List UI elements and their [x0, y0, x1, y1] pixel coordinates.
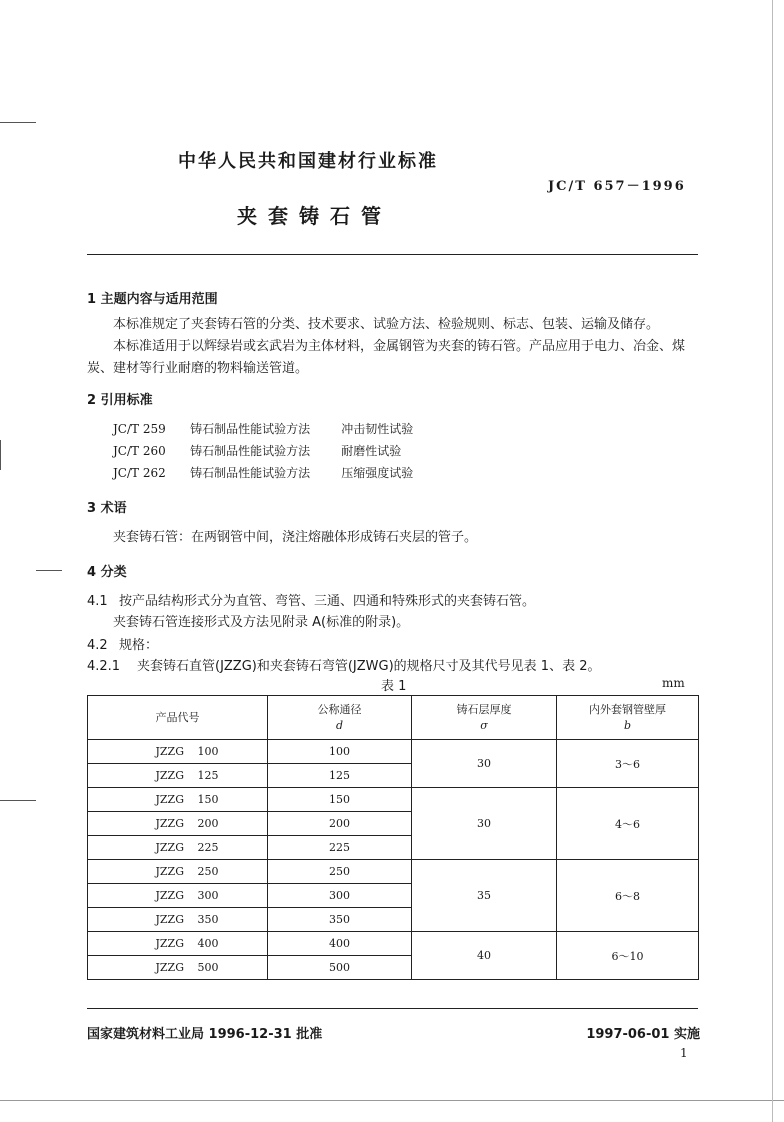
wall-thickness-cell: 3～6 [557, 740, 699, 788]
header-rule [87, 254, 698, 255]
reference-item [113, 440, 401, 459]
product-code-cell: JZZG 150 [88, 788, 268, 812]
table-header-cell: 公称通径 d [268, 696, 412, 740]
product-code-cell: JZZG 225 [88, 836, 268, 860]
thickness-cell: 30 [412, 740, 557, 788]
scan-edge-mark [36, 570, 62, 571]
diameter-cell: 500 [268, 956, 412, 980]
diameter-cell: 150 [268, 788, 412, 812]
standard-title: 中华人民共和国建材行业标准 [178, 151, 438, 172]
section-1-paragraph: 炭、建材等行业耐磨的物料输送管道。 [87, 361, 309, 376]
clause-number: 4.2.1 [87, 659, 121, 674]
term-definition: 夹套铸石管：在两钢管中间，浇注熔融体形成铸石夹层的管子。 [113, 530, 478, 545]
section-3-heading: 3 术语 [87, 501, 127, 516]
reference-test: 冲击韧性试验 [341, 422, 414, 436]
section-1-paragraph: 本标准适用于以辉绿岩或玄武岩为主体材料，金属钢管为夹套的铸石管。产品应用于电力、冶金、煤 [113, 339, 686, 354]
clause-number: 4.1 [87, 594, 108, 609]
approval-line: 国家建筑材料工业局 1996-12-31 批准 [87, 1027, 323, 1042]
effective-date: 1997-06-01 实施 [586, 1027, 700, 1042]
table-header-row [88, 696, 699, 740]
reference-item [113, 418, 413, 437]
scan-edge-mark [772, 0, 773, 1122]
clause-4-1-note: 夹套铸石管连接形式及方法见附录 A(标准的附录)。 [113, 615, 410, 630]
reference-test: 压缩强度试验 [341, 466, 414, 480]
thickness-cell: 40 [412, 932, 557, 980]
footer-rule [87, 1008, 698, 1009]
product-code-cell: JZZG 300 [88, 884, 268, 908]
diameter-cell: 250 [268, 860, 412, 884]
thickness-cell: 35 [412, 860, 557, 932]
diameter-cell: 350 [268, 908, 412, 932]
diameter-cell: 100 [268, 740, 412, 764]
clause-number: 4.2 [87, 638, 108, 653]
section-2-heading: 2 引用标准 [87, 393, 153, 408]
reference-name: 铸石制品性能试验方法 [190, 422, 311, 436]
diameter-cell: 125 [268, 764, 412, 788]
product-code-cell: JZZG 125 [88, 764, 268, 788]
section-1-paragraph: 本标准规定了夹套铸石管的分类、技术要求、试验方法、检验规则、标志、包装、运输及储存。 [113, 317, 660, 332]
table-header-cell: 产品代号 [88, 696, 268, 740]
clause-4-2 [87, 634, 158, 653]
wall-thickness-cell: 6～8 [557, 860, 699, 932]
table-row [88, 932, 699, 956]
reference-test: 耐磨性试验 [341, 444, 402, 458]
reference-name: 铸石制品性能试验方法 [190, 466, 311, 480]
spec-table [87, 695, 699, 980]
product-code-cell: JZZG 200 [88, 812, 268, 836]
table-unit: mm [662, 676, 685, 690]
product-code-cell: JZZG 250 [88, 860, 268, 884]
clause-text: 规格： [119, 638, 159, 653]
diameter-cell: 400 [268, 932, 412, 956]
diameter-cell: 300 [268, 884, 412, 908]
table-header-cell: 铸石层厚度 σ [412, 696, 557, 740]
table-header-cell: 内外套钢管壁厚 b [557, 696, 699, 740]
scan-edge-mark [0, 122, 36, 123]
product-code-cell: JZZG 400 [88, 932, 268, 956]
section-4-heading: 4 分类 [87, 565, 127, 580]
reference-code: JC/T 259 [113, 422, 166, 436]
product-code-cell: JZZG 350 [88, 908, 268, 932]
clause-text: 按产品结构形式分为直管、弯管、三通、四通和特殊形式的夹套铸石管。 [119, 594, 536, 609]
clause-text: 夹套铸石直管(JZZG)和夹套铸石弯管(JZWG)的规格尺寸及其代号见表 1、表 2。 [137, 659, 601, 674]
diameter-cell: 200 [268, 812, 412, 836]
section-1-heading: 1 主题内容与适用范围 [87, 292, 218, 307]
product-code-cell: JZZG 500 [88, 956, 268, 980]
scan-edge-mark [0, 800, 36, 801]
reference-name: 铸石制品性能试验方法 [190, 444, 311, 458]
product-code-cell: JZZG 100 [88, 740, 268, 764]
clause-4-1 [87, 590, 535, 609]
table-row [88, 740, 699, 764]
reference-item [113, 462, 413, 481]
thickness-cell: 30 [412, 788, 557, 860]
page-number: 1 [680, 1046, 688, 1060]
scan-edge-mark [0, 1100, 784, 1101]
reference-code: JC/T 260 [113, 444, 166, 458]
diameter-cell: 225 [268, 836, 412, 860]
wall-thickness-cell: 6～10 [557, 932, 699, 980]
table-caption: 表 1 [381, 679, 407, 694]
standard-code: JC/T 657－1996 [548, 179, 686, 194]
reference-code: JC/T 262 [113, 466, 166, 480]
scan-edge-mark [0, 440, 1, 470]
clause-4-2-1 [87, 655, 600, 674]
wall-thickness-cell: 4～6 [557, 788, 699, 860]
table-row [88, 860, 699, 884]
document-title: 夹套铸石管 [237, 204, 392, 228]
table-row [88, 788, 699, 812]
